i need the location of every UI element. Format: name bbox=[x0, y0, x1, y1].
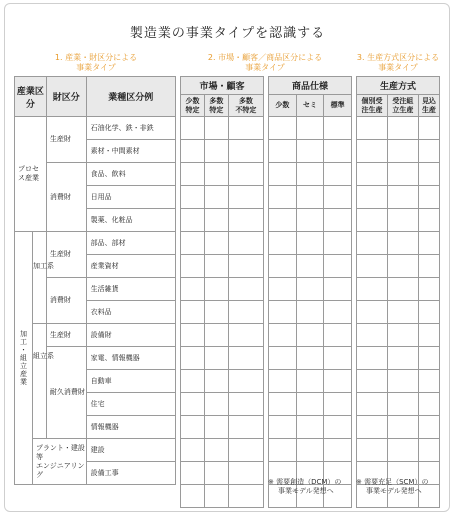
grid-row bbox=[269, 278, 352, 301]
grid-cell bbox=[418, 439, 439, 462]
grid-cell bbox=[204, 462, 228, 485]
grid-cell bbox=[204, 416, 228, 439]
grid-cell bbox=[357, 117, 388, 140]
example-item: 情報機器 bbox=[86, 416, 175, 439]
grid-cell bbox=[204, 232, 228, 255]
grid-cell bbox=[387, 117, 418, 140]
grid-row bbox=[269, 209, 352, 232]
grid-cell bbox=[181, 232, 205, 255]
grid-cell bbox=[269, 278, 297, 301]
grid-cell bbox=[357, 255, 388, 278]
grid-cell bbox=[296, 347, 324, 370]
grid-cell bbox=[204, 370, 228, 393]
example-item: 日用品 bbox=[86, 186, 175, 209]
production-col: 個別受 注生産 bbox=[357, 95, 388, 117]
grid-cell bbox=[418, 209, 439, 232]
grid-cell bbox=[357, 370, 388, 393]
grid-cell bbox=[228, 209, 263, 232]
grid-cell bbox=[181, 439, 205, 462]
grid-cell bbox=[296, 393, 324, 416]
production-table bbox=[356, 76, 440, 508]
product-col: 標準 bbox=[324, 95, 352, 117]
grid-cell bbox=[324, 232, 352, 255]
grid-cell bbox=[228, 278, 263, 301]
grid-row bbox=[269, 255, 352, 278]
grid-cell bbox=[181, 301, 205, 324]
goods-production: 生産財 bbox=[46, 324, 86, 347]
grid-cell bbox=[324, 186, 352, 209]
grid-cell bbox=[387, 278, 418, 301]
grid-row bbox=[357, 370, 440, 393]
grid-cell bbox=[357, 140, 388, 163]
grid-row bbox=[269, 393, 352, 416]
example-item: 製薬、化粧品 bbox=[86, 209, 175, 232]
grid-cell bbox=[418, 370, 439, 393]
grid-row bbox=[181, 485, 264, 508]
grid-row bbox=[269, 301, 352, 324]
industry-process: プロセス産業 bbox=[15, 117, 47, 232]
grid-cell bbox=[324, 416, 352, 439]
grid-cell bbox=[204, 140, 228, 163]
grid-cell bbox=[269, 186, 297, 209]
market-col: 少数 特定 bbox=[181, 95, 205, 117]
grid-cell bbox=[296, 163, 324, 186]
grid-cell bbox=[228, 439, 263, 462]
grid-cell bbox=[228, 163, 263, 186]
production-col: 見込 生産 bbox=[418, 95, 439, 117]
grid-cell bbox=[296, 278, 324, 301]
grid-cell bbox=[418, 186, 439, 209]
grid-cell bbox=[296, 416, 324, 439]
grid-row bbox=[181, 416, 264, 439]
note-dcm: ※ 需要創造（DCM）の 事業モデル発想へ bbox=[268, 478, 342, 495]
grid-cell bbox=[269, 163, 297, 186]
grid-row bbox=[357, 255, 440, 278]
grid-cell bbox=[324, 324, 352, 347]
grid-cell bbox=[324, 439, 352, 462]
grid-row bbox=[269, 117, 352, 140]
example-item: 食品、飲料 bbox=[86, 163, 175, 186]
grid-row bbox=[269, 416, 352, 439]
grid-row bbox=[181, 232, 264, 255]
grid-cell bbox=[324, 370, 352, 393]
grid-cell bbox=[181, 255, 205, 278]
industry-plant: プラント・建設等 エンジニアリング bbox=[32, 439, 86, 485]
grid-cell bbox=[181, 186, 205, 209]
market-header: 市場・顧客 bbox=[181, 77, 264, 95]
grid-cell bbox=[269, 140, 297, 163]
grid-row bbox=[357, 140, 440, 163]
example-item: 建設 bbox=[86, 439, 175, 462]
grid-cell bbox=[204, 186, 228, 209]
example-item: 衣料品 bbox=[86, 301, 175, 324]
grid-cell bbox=[418, 416, 439, 439]
header-example: 業種区分例 bbox=[86, 77, 175, 117]
grid-cell bbox=[387, 416, 418, 439]
grid-cell bbox=[296, 255, 324, 278]
grid-cell bbox=[269, 117, 297, 140]
grid-cell bbox=[228, 485, 263, 508]
goods-production: 生産財 bbox=[46, 117, 86, 163]
grid-cell bbox=[324, 393, 352, 416]
header-goods: 財区分 bbox=[46, 77, 86, 117]
product-col: セミ bbox=[296, 95, 324, 117]
grid-row bbox=[269, 140, 352, 163]
goods-durable: 耐久消費財 bbox=[46, 347, 86, 439]
grid-cell bbox=[228, 347, 263, 370]
grid-cell bbox=[204, 485, 228, 508]
grid-cell bbox=[204, 255, 228, 278]
grid-cell bbox=[181, 209, 205, 232]
grid-cell bbox=[387, 347, 418, 370]
note-scm: ※ 需要充足（SCM）の 事業モデル発想へ bbox=[356, 478, 429, 495]
grid-cell bbox=[181, 347, 205, 370]
industry-kakou-cell bbox=[32, 232, 46, 324]
grid-cell bbox=[181, 278, 205, 301]
grid-cell bbox=[269, 255, 297, 278]
grid-cell bbox=[204, 324, 228, 347]
grid-cell bbox=[181, 163, 205, 186]
grid-row bbox=[181, 163, 264, 186]
grid-row bbox=[181, 140, 264, 163]
grid-row bbox=[181, 186, 264, 209]
grid-cell bbox=[204, 393, 228, 416]
example-item: 生活雑貨 bbox=[86, 278, 175, 301]
example-item: 家電、情報機器 bbox=[86, 347, 175, 370]
grid-cell bbox=[357, 278, 388, 301]
grid-cell bbox=[387, 255, 418, 278]
grid-cell bbox=[181, 485, 205, 508]
grid-row bbox=[181, 255, 264, 278]
grid-row bbox=[181, 462, 264, 485]
grid-row bbox=[181, 117, 264, 140]
grid-cell bbox=[418, 393, 439, 416]
grid-cell bbox=[228, 462, 263, 485]
grid-cell bbox=[228, 232, 263, 255]
grid-cell bbox=[357, 416, 388, 439]
grid-cell bbox=[357, 439, 388, 462]
grid-cell bbox=[324, 163, 352, 186]
grid-cell bbox=[387, 232, 418, 255]
grid-cell bbox=[296, 370, 324, 393]
grid-cell bbox=[357, 186, 388, 209]
grid-cell bbox=[418, 163, 439, 186]
example-item: 設備財 bbox=[86, 324, 175, 347]
market-col: 多数 不特定 bbox=[228, 95, 263, 117]
example-item: 自動車 bbox=[86, 370, 175, 393]
grid-row bbox=[181, 301, 264, 324]
grid-cell bbox=[324, 255, 352, 278]
grid-cell bbox=[357, 163, 388, 186]
product-col: 少数 bbox=[269, 95, 297, 117]
grid-row bbox=[269, 186, 352, 209]
grid-cell bbox=[387, 301, 418, 324]
grid-cell bbox=[204, 278, 228, 301]
section-label-1: 1. 産業・財区分による 事業タイプ bbox=[54, 53, 138, 72]
grid-cell bbox=[296, 140, 324, 163]
grid-cell bbox=[357, 209, 388, 232]
section-label-3: 3. 生産方式区分による 事業タイプ bbox=[356, 53, 440, 72]
grid-cell bbox=[387, 186, 418, 209]
example-item: 住宅 bbox=[86, 393, 175, 416]
grid-cell bbox=[357, 347, 388, 370]
grid-row bbox=[357, 163, 440, 186]
grid-row bbox=[357, 209, 440, 232]
grid-row bbox=[181, 439, 264, 462]
grid-cell bbox=[269, 416, 297, 439]
grid-cell bbox=[204, 301, 228, 324]
grid-cell bbox=[418, 232, 439, 255]
grid-row bbox=[357, 117, 440, 140]
grid-row bbox=[181, 324, 264, 347]
grid-row bbox=[181, 347, 264, 370]
grid-row bbox=[357, 324, 440, 347]
grid-cell bbox=[387, 163, 418, 186]
grid-cell bbox=[296, 324, 324, 347]
grid-cell bbox=[387, 370, 418, 393]
goods-production: 生産財 bbox=[46, 232, 86, 278]
grid-cell bbox=[269, 370, 297, 393]
grid-cell bbox=[387, 439, 418, 462]
grid-cell bbox=[204, 347, 228, 370]
section-label-2: 2. 市場・顧客／商品区分による 事業タイプ bbox=[207, 53, 323, 72]
grid-row bbox=[357, 278, 440, 301]
grid-cell bbox=[228, 370, 263, 393]
example-item: 素材・中間素材 bbox=[86, 140, 175, 163]
grid-cell bbox=[228, 186, 263, 209]
grid-cell bbox=[387, 393, 418, 416]
industry-kakou: 加工系 bbox=[33, 262, 54, 270]
grid-cell bbox=[357, 393, 388, 416]
grid-cell bbox=[269, 324, 297, 347]
market-table bbox=[180, 76, 264, 508]
market-col: 多数 特定 bbox=[204, 95, 228, 117]
grid-cell bbox=[418, 278, 439, 301]
example-item: 産業資材 bbox=[86, 255, 175, 278]
grid-cell bbox=[324, 301, 352, 324]
industry-kumitate: 組立系 bbox=[33, 352, 54, 360]
grid-cell bbox=[324, 209, 352, 232]
grid-cell bbox=[204, 439, 228, 462]
grid-cell bbox=[204, 163, 228, 186]
grid-cell bbox=[228, 393, 263, 416]
production-header: 生産方式 bbox=[357, 77, 440, 95]
grid-cell bbox=[269, 347, 297, 370]
grid-cell bbox=[387, 324, 418, 347]
grid-row bbox=[357, 232, 440, 255]
grid-cell bbox=[269, 393, 297, 416]
grid-cell bbox=[181, 140, 205, 163]
product-table bbox=[268, 76, 352, 508]
grid-cell bbox=[324, 278, 352, 301]
grid-row bbox=[269, 163, 352, 186]
grid-row bbox=[357, 393, 440, 416]
grid-cell bbox=[418, 347, 439, 370]
grid-row bbox=[357, 186, 440, 209]
goods-consumer: 消費財 bbox=[46, 163, 86, 232]
grid-row bbox=[181, 209, 264, 232]
grid-cell bbox=[181, 462, 205, 485]
production-col: 受注組 立生産 bbox=[387, 95, 418, 117]
grid-row bbox=[269, 347, 352, 370]
grid-row bbox=[181, 370, 264, 393]
grid-row bbox=[269, 324, 352, 347]
grid-cell bbox=[387, 140, 418, 163]
grid-row bbox=[181, 278, 264, 301]
grid-cell bbox=[228, 416, 263, 439]
grid-cell bbox=[269, 232, 297, 255]
grid-cell bbox=[296, 232, 324, 255]
grid-cell bbox=[296, 117, 324, 140]
grid-cell bbox=[181, 393, 205, 416]
grid-cell bbox=[228, 301, 263, 324]
grid-cell bbox=[324, 140, 352, 163]
grid-cell bbox=[296, 209, 324, 232]
header-industry: 産業区分 bbox=[15, 77, 47, 117]
example-item: 部品、部材 bbox=[86, 232, 175, 255]
grid-cell bbox=[181, 416, 205, 439]
grid-row bbox=[269, 370, 352, 393]
industry-kumitate-cell bbox=[32, 324, 46, 439]
grid-cell bbox=[357, 301, 388, 324]
grid-cell bbox=[296, 186, 324, 209]
grid-cell bbox=[204, 209, 228, 232]
grid-cell bbox=[418, 140, 439, 163]
grid-cell bbox=[324, 117, 352, 140]
grid-row bbox=[357, 301, 440, 324]
grid-cell bbox=[228, 255, 263, 278]
industry-table bbox=[14, 76, 176, 485]
grid-cell bbox=[357, 324, 388, 347]
grid-cell bbox=[228, 140, 263, 163]
goods-consumer: 消費財 bbox=[46, 278, 86, 324]
grid-cell bbox=[296, 301, 324, 324]
grid-cell bbox=[269, 439, 297, 462]
grid-cell bbox=[418, 117, 439, 140]
grid-row bbox=[269, 232, 352, 255]
grid-row bbox=[181, 393, 264, 416]
product-header: 商品仕様 bbox=[269, 77, 352, 95]
grid-cell bbox=[228, 117, 263, 140]
grid-cell bbox=[387, 209, 418, 232]
industry-assembly: 加工・組立産業 bbox=[15, 232, 33, 485]
grid-cell bbox=[228, 324, 263, 347]
grid-cell bbox=[181, 370, 205, 393]
grid-cell bbox=[296, 439, 324, 462]
example-item: 石油化学、鉄・非鉄 bbox=[86, 117, 175, 140]
example-item: 設備工事 bbox=[86, 462, 175, 485]
grid-cell bbox=[418, 301, 439, 324]
grid-cell bbox=[269, 301, 297, 324]
grid-cell bbox=[324, 347, 352, 370]
page-title: 製造業の事業タイプを認識する bbox=[129, 26, 326, 41]
grid-cell bbox=[357, 232, 388, 255]
grid-cell bbox=[418, 324, 439, 347]
grid-row bbox=[357, 416, 440, 439]
grid-cell bbox=[418, 255, 439, 278]
grid-row bbox=[269, 439, 352, 462]
grid-row bbox=[357, 347, 440, 370]
grid-cell bbox=[204, 117, 228, 140]
grid-cell bbox=[181, 324, 205, 347]
grid-row bbox=[357, 439, 440, 462]
grid-cell bbox=[269, 209, 297, 232]
grid-cell bbox=[181, 117, 205, 140]
